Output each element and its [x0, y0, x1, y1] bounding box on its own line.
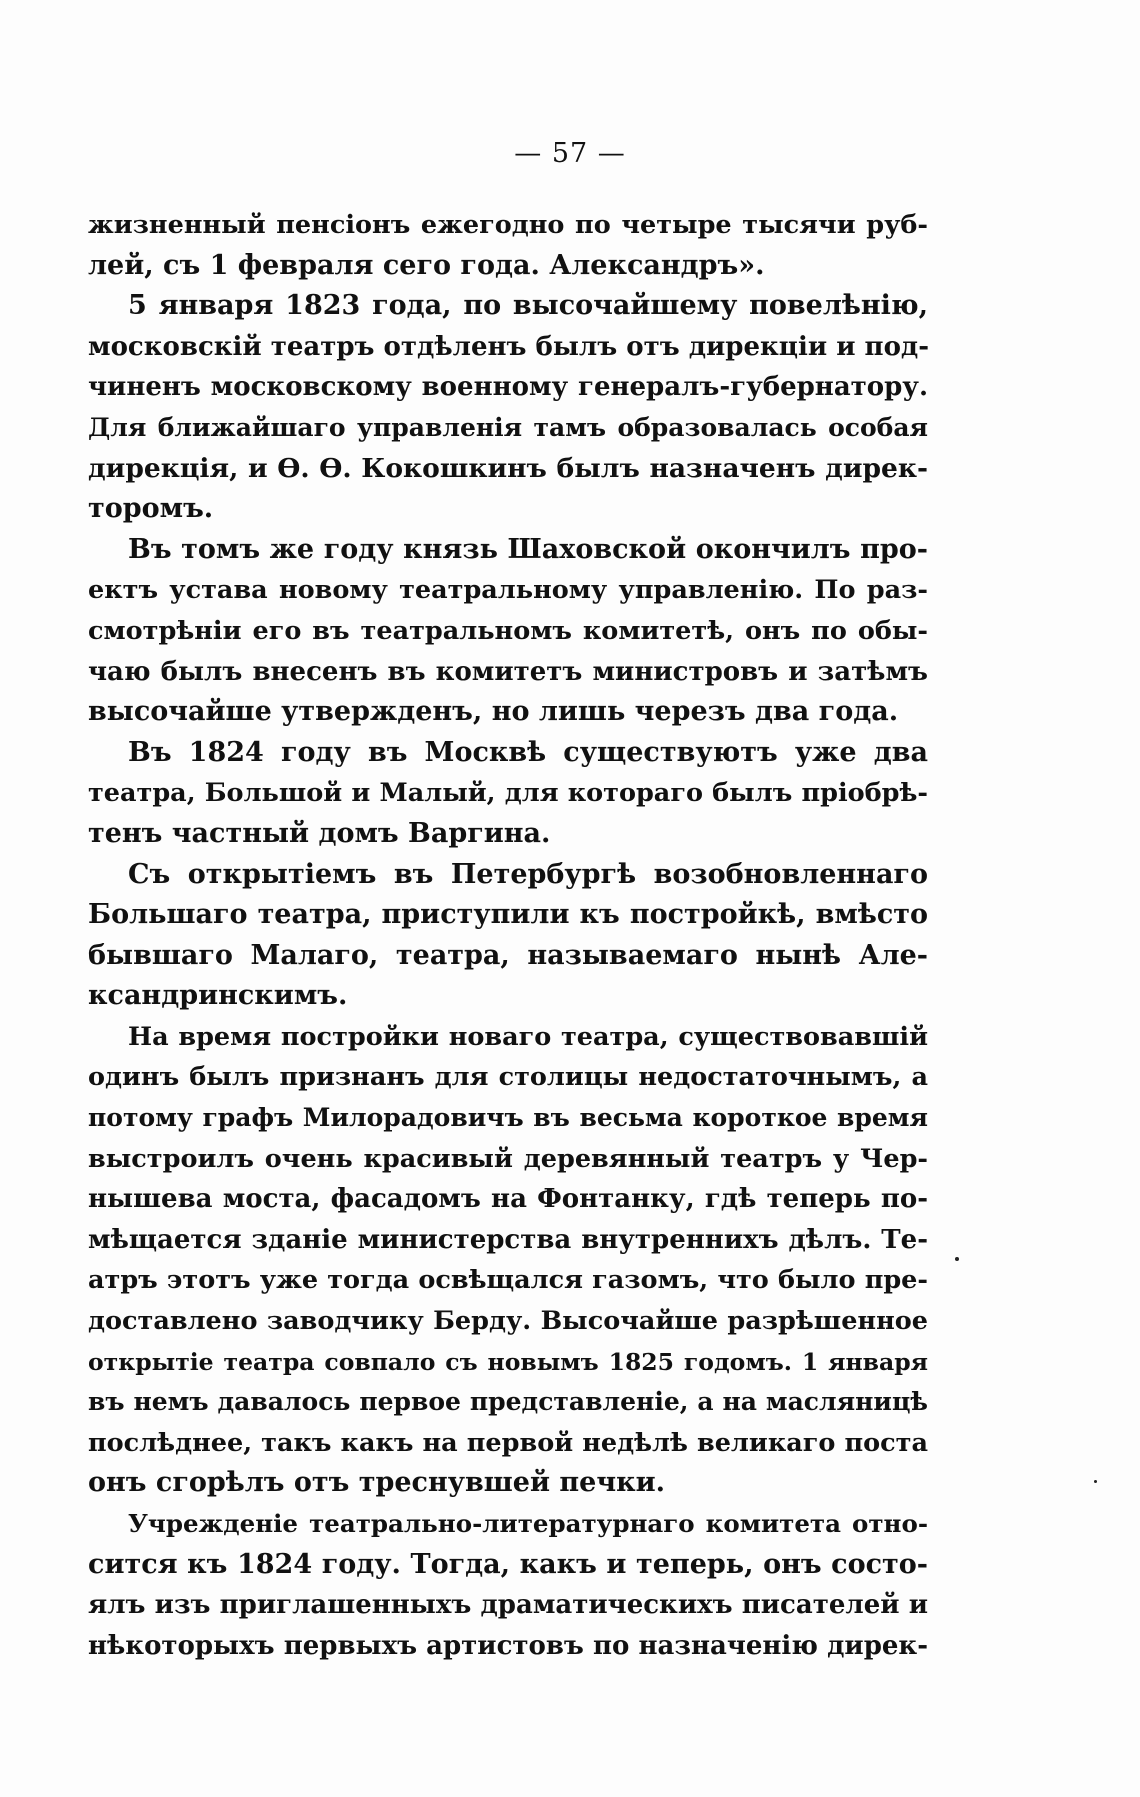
text-line: Съ открытіемъ въ Петербургѣ возобновленнаго [128, 858, 928, 890]
text-line: потому графъ Милорадовичъ въ весьма короткое время [88, 1103, 928, 1133]
text-line: нѣкоторыхъ первыхъ артистовъ по назначенію дирек- [88, 1630, 928, 1661]
text-line: одинъ былъ признанъ для столицы недостаточнымъ, а [88, 1062, 928, 1093]
text-line: выстроилъ очень красивый деревянный театръ у Чер- [88, 1143, 928, 1174]
body-text [88, 205, 928, 1666]
text-line: лей, съ 1 февраля сего года. Александръ». [88, 249, 765, 281]
text-line: московскій театръ отдѣленъ былъ отъ дирекціи и под- [88, 331, 930, 362]
text-line: Въ томъ же году князь Шаховской окончилъ про- [128, 533, 928, 565]
text-line: смотрѣніи его въ театральномъ комитетѣ, онъ по обы- [88, 615, 928, 646]
text-line: послѣднее, такъ какъ на первой недѣлѣ великаго поста [88, 1427, 928, 1458]
text-line: высочайше утвержденъ, но лишь черезъ два года. [88, 696, 899, 728]
text-line: ектъ устава новому театральному управленію. По раз- [88, 575, 928, 606]
text-line: открытіе театра совпало съ новымъ 1825 годомъ. 1 января [88, 1347, 928, 1376]
text-line: въ немъ давалось первое представленіе, а на масляницѣ [88, 1387, 928, 1417]
text-line: нышева моста, фасадомъ на Фонтанку, гдѣ теперь по- [88, 1184, 928, 1215]
text-line: торомъ. [88, 493, 214, 525]
text-line: Учрежденіе театрально-литературнаго комитета отно- [128, 1509, 928, 1538]
text-line: мѣщается зданіе министерства внутреннихъ дѣлъ. Те- [88, 1224, 928, 1255]
text-line: На время постройки новаго театра, существовавшій [128, 1021, 928, 1052]
text-line: жизненный пенсіонъ ежегодно по четыре тысячи руб- [88, 210, 928, 240]
text-line: Для ближайшаго управленія тамъ образовалась особая [88, 412, 928, 442]
text-line: чаю былъ внесенъ въ комитетъ министровъ и затѣмъ [88, 656, 928, 687]
text-line: онъ сгорѣлъ отъ треснувшей печки. [88, 1467, 666, 1499]
text-line: тенъ частный домъ Варгина. [88, 817, 551, 849]
text-line: театра, Большой и Малый, для котораго былъ пріобрѣ- [88, 778, 928, 809]
text-line: 5 января 1823 года, по высочайшему повелѣнію, [128, 290, 928, 322]
text-line: сится къ 1824 году. Тогда, какъ и теперь, онъ состо- [88, 1548, 928, 1580]
text-line: доставлено заводчику Берду. Высочайше разрѣшенное [88, 1306, 928, 1337]
margin-speck [1094, 1480, 1097, 1483]
text-line: атръ этотъ уже тогда освѣщался газомъ, что было пре- [88, 1265, 928, 1296]
text-line: Большаго театра, приступили къ постройкѣ, вмѣсто [88, 899, 928, 931]
text-line: дирекція, и Ѳ. Ѳ. Кокошкинъ былъ назначенъ дирек- [88, 452, 928, 484]
text-line: Въ 1824 году въ Москвѣ существуютъ уже два [128, 736, 928, 768]
text-line: ксандринскимъ. [88, 980, 348, 1012]
text-line: ялъ изъ приглашенныхъ драматическихъ писателей и [88, 1590, 928, 1621]
margin-speck [955, 1257, 959, 1261]
page-number: — 57 — [514, 138, 626, 169]
text-line: бывшаго Малаго, театра, называемаго нынѣ Але- [88, 939, 928, 971]
text-line: чиненъ московскому военному генералъ-губернатору. [88, 372, 928, 403]
